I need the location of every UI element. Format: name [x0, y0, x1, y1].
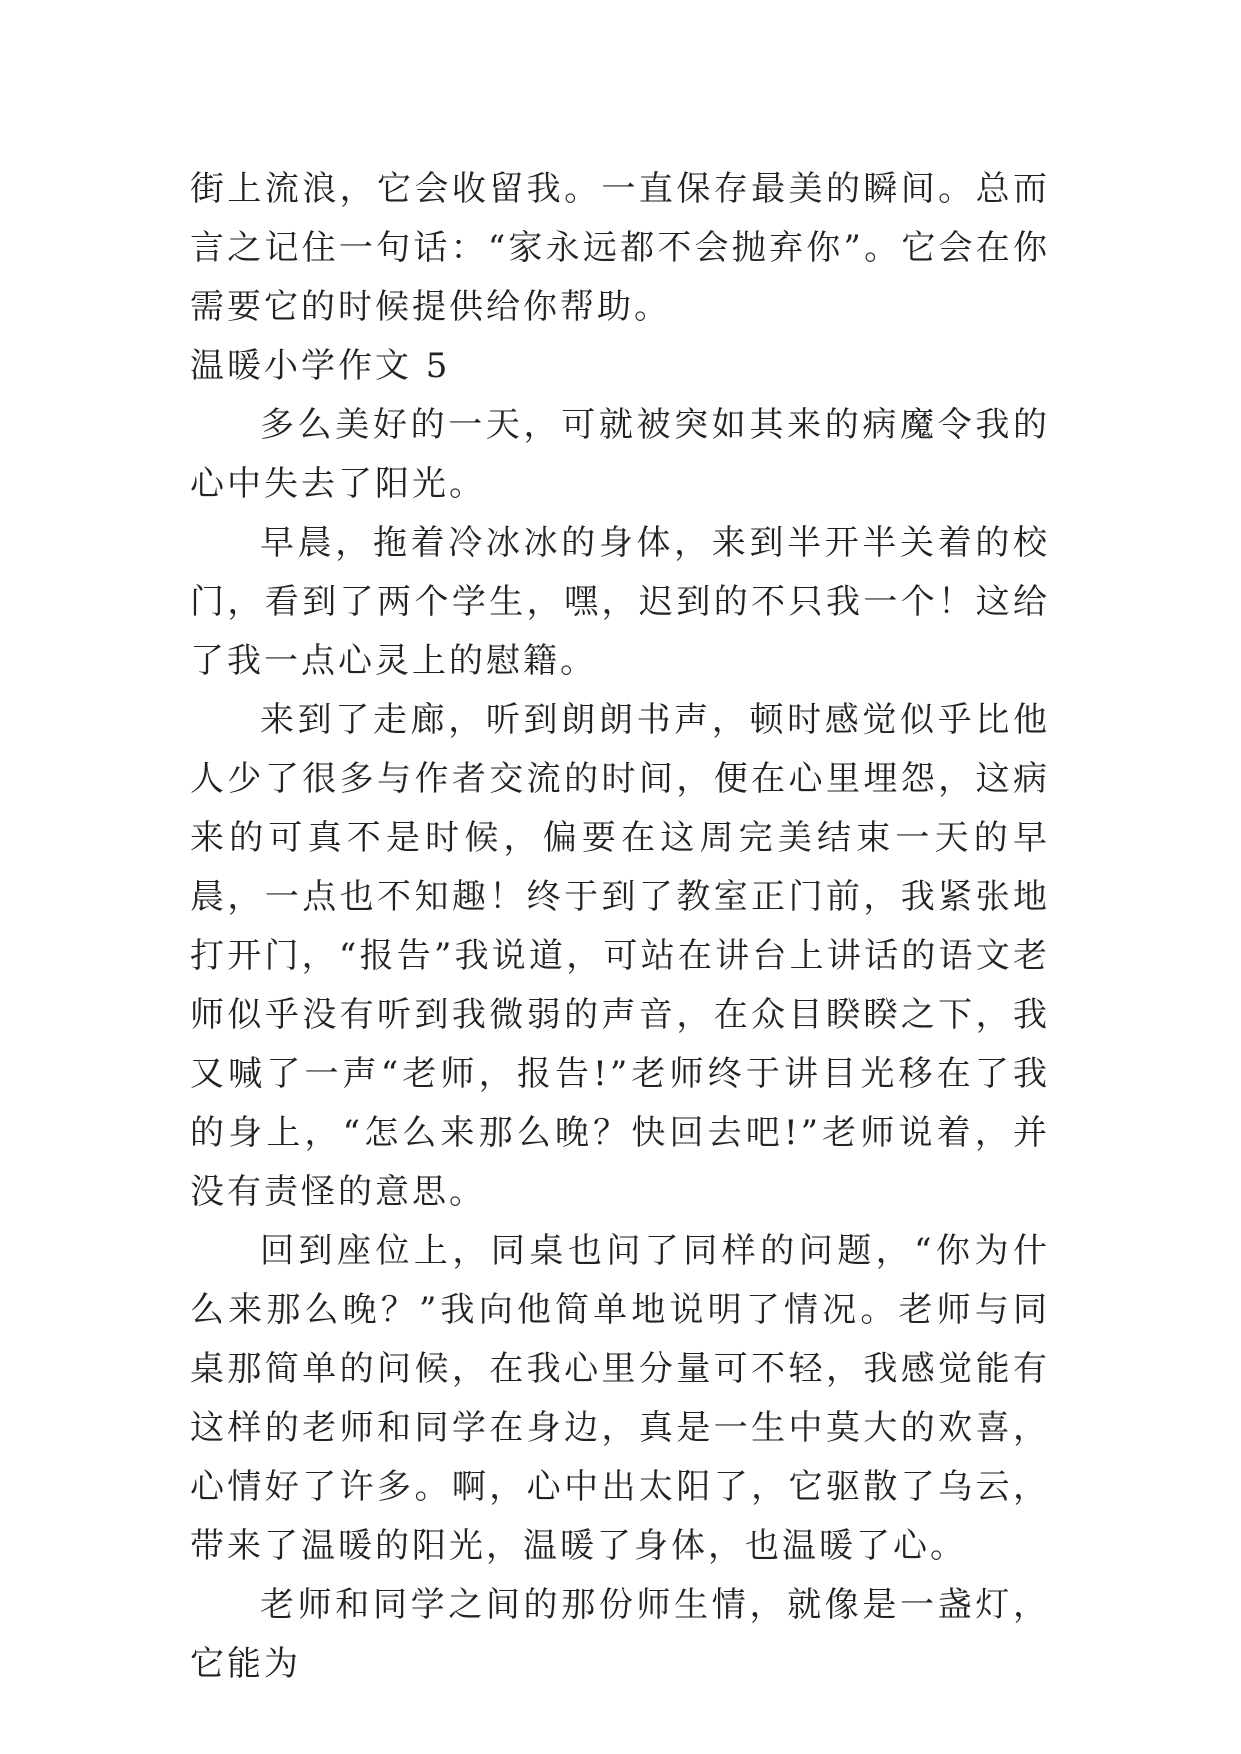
paragraph-4: 回到座位上，同桌也问了同样的问题，“你为什么来那么晚？”我向他简单地说明了情况。老师与同桌那简单的问候，在我心里分量可不轻，我感觉能有这样的老师和同学在身边，真是一生中莫大的欢喜，心情好了许多。啊，心中出太阳了，它驱散了乌云，带来了温暖的阳光，温暖了身体，也温暖了心。 — [190, 1231, 1050, 1566]
paragraph-1: 多么美好的一天，可就被突如其来的病魔令我的心中失去了阳光。 — [190, 405, 1050, 504]
section-title: 温暖小学作文 5 — [190, 346, 451, 386]
continued-paragraph: 街上流浪，它会收留我。一直保存最美的瞬间。总而言之记住一句话：“家永远都不会抛弃你”。它会在你需要它的时候提供给你帮助。 — [190, 169, 1050, 327]
paragraph-2: 早晨，拖着冷冰冰的身体，来到半开半关着的校门，看到了两个学生，嘿，迟到的不只我一个！这给了我一点心灵上的慰籍。 — [190, 523, 1050, 681]
paragraph-5: 老师和同学之间的那份师生情，就像是一盏灯，它能为 — [190, 1585, 1050, 1684]
document-body — [190, 160, 1050, 1694]
paragraph-3: 来到了走廊，听到朗朗书声，顿时感觉似乎比他人少了很多与作者交流的时间，便在心里埋怨，这病来的可真不是时候，偏要在这周完美结束一天的早晨，一点也不知趣！终于到了教室正门前，我紧张地打开门，“报告”我说道，可站在讲台上讲话的语文老师似乎没有听到我微弱的声音，在众目睽睽之下，我又喊了一声“老师，报告!”老师终于讲目光移在了我的身上，“怎么来那么晚？快回去吧!”老师说着，并没有责怪的意思。 — [190, 700, 1050, 1212]
